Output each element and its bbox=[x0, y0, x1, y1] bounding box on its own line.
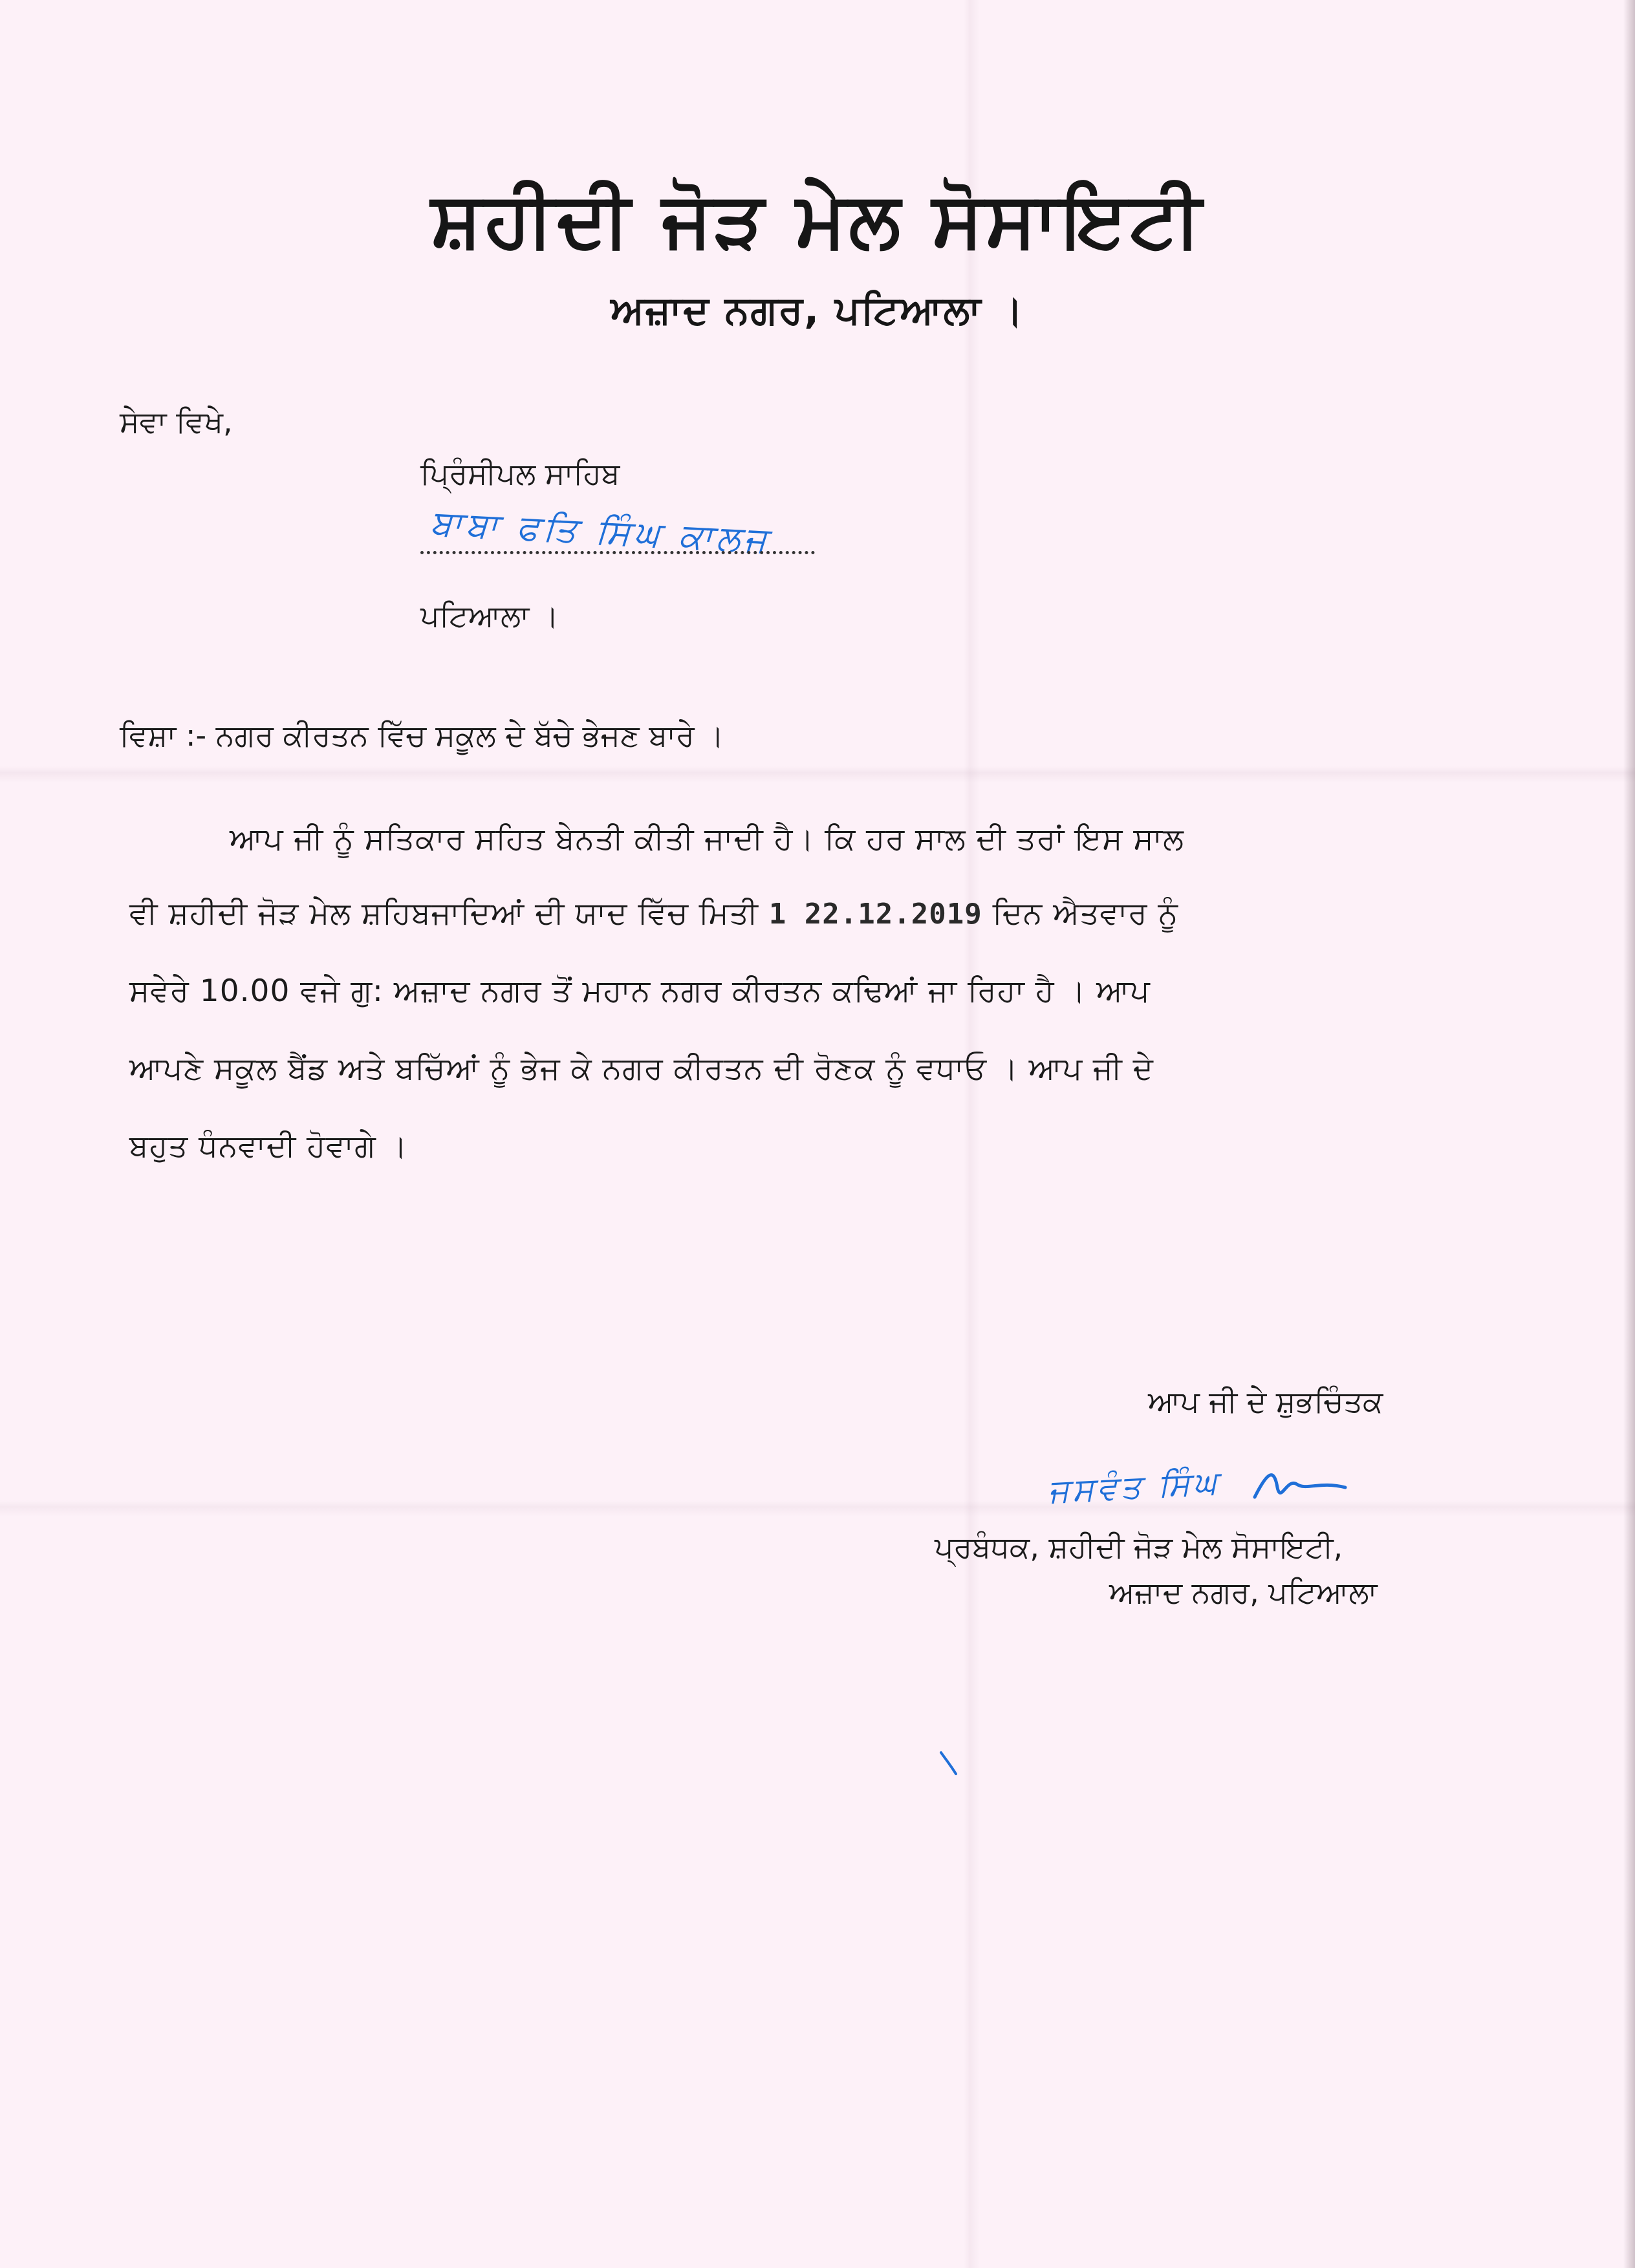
salutation: ਸੇਵਾ ਵਿਖੇ, bbox=[120, 404, 233, 439]
well-wisher: ਆਪ ਜੀ ਦੇ ਸ਼ੁਭਚਿੰਤਕ bbox=[1148, 1384, 1383, 1419]
event-date: 1 22.12.2019 bbox=[768, 898, 982, 931]
signature-handwritten: ਜਸਵੰਤ ਸਿੰਘ bbox=[1046, 1463, 1222, 1510]
designation-line-2: ਅਜ਼ਾਦ ਨਗਰ, ਪਟਿਆਲਾ bbox=[1109, 1575, 1378, 1610]
body-line-2 bbox=[129, 896, 1178, 932]
body-line-3: ਸਵੇਰੇ 10.00 ਵਜੇ ਗੁ: ਅਜ਼ਾਦ ਨਗਰ ਤੋਂ ਮਹਾਨ ਨਗਰ ਕੀਰਤਨ ਕਢਿਆਂ ਜਾ ਰਿਹਾ ਹੈ । ਆਪ bbox=[129, 973, 1151, 1009]
body-line-2-text: ਵੀ ਸ਼ਹੀਦੀ ਜੋੜ ਮੇਲ ਸ਼ਹਿਬਜਾਦਿਆਂ ਦੀ ਯਾਦ ਵਿੱਚ ਮਿਤੀ bbox=[129, 896, 769, 931]
scan-edge-shadow bbox=[1623, 0, 1635, 2268]
body-line-4: ਆਪਣੇ ਸਕੂਲ ਬੈਂਡ ਅਤੇ ਬਚਿੱਆਂ ਨੂੰ ਭੇਜ ਕੇ ਨਗਰ ਕੀਰਤਨ ਦੀ ਰੋਣਕ ਨੂੰ ਵਧਾਓ । ਆਪ ਜੀ ਦੇ bbox=[129, 1051, 1154, 1086]
body-line-2-tail: ਦਿਨ ਐਤਵਾਰ ਨੂੰ bbox=[982, 896, 1179, 931]
body-line-5: ਬਹੁਤ ਧੰਨਵਾਦੀ ਹੋਵਾਗੇ । bbox=[129, 1129, 408, 1164]
recipient-title: ਪ੍ਰਿੰਸੀਪਲ ਸਾਹਿਬ bbox=[420, 456, 620, 491]
subject-line: ਵਿਸ਼ਾ :- ਨਗਰ ਕੀਰਤਨ ਵਿੱਚ ਸਕੂਲ ਦੇ ਬੱਚੇ ਭੇਜਣ ਬਾਰੇ । bbox=[120, 718, 724, 753]
signature-flourish bbox=[1041, 1458, 1365, 1529]
address-dotted-line bbox=[420, 551, 815, 554]
letterhead-subtitle: ਅਜ਼ਾਦ ਨਗਰ, ਪਟਿਆਲਾ । bbox=[611, 288, 1024, 333]
designation-line-1: ਪ੍ਰਬੰਧਕ, ਸ਼ਹੀਦੀ ਜੋੜ ਮੇਲ ਸੋਸਾਇਟੀ, bbox=[935, 1529, 1343, 1564]
body-line-1: ਆਪ ਜੀ ਨੂੰ ਸਤਿਕਾਰ ਸਹਿਤ ਬੇਨਤੀ ਕੀਤੀ ਜਾਦੀ ਹੈ। ਕਿ ਹਰ ਸਾਲ ਦੀ ਤਰਾਂ ਇਸ ਸਾਲ bbox=[230, 821, 1184, 857]
recipient-city: ਪਟਿਆਲਾ । bbox=[420, 598, 559, 633]
letterhead-title: ਸ਼ਹੀਦੀ ਜੋੜ ਮੇਲ ਸੋਸਾਇਟੀ bbox=[431, 175, 1204, 264]
pen-mark bbox=[938, 1749, 964, 1775]
recipient-school-handwritten: ਬਾਬਾ ਫਤਿ ਸਿੰਘ ਕਾਲਜ bbox=[429, 502, 772, 561]
